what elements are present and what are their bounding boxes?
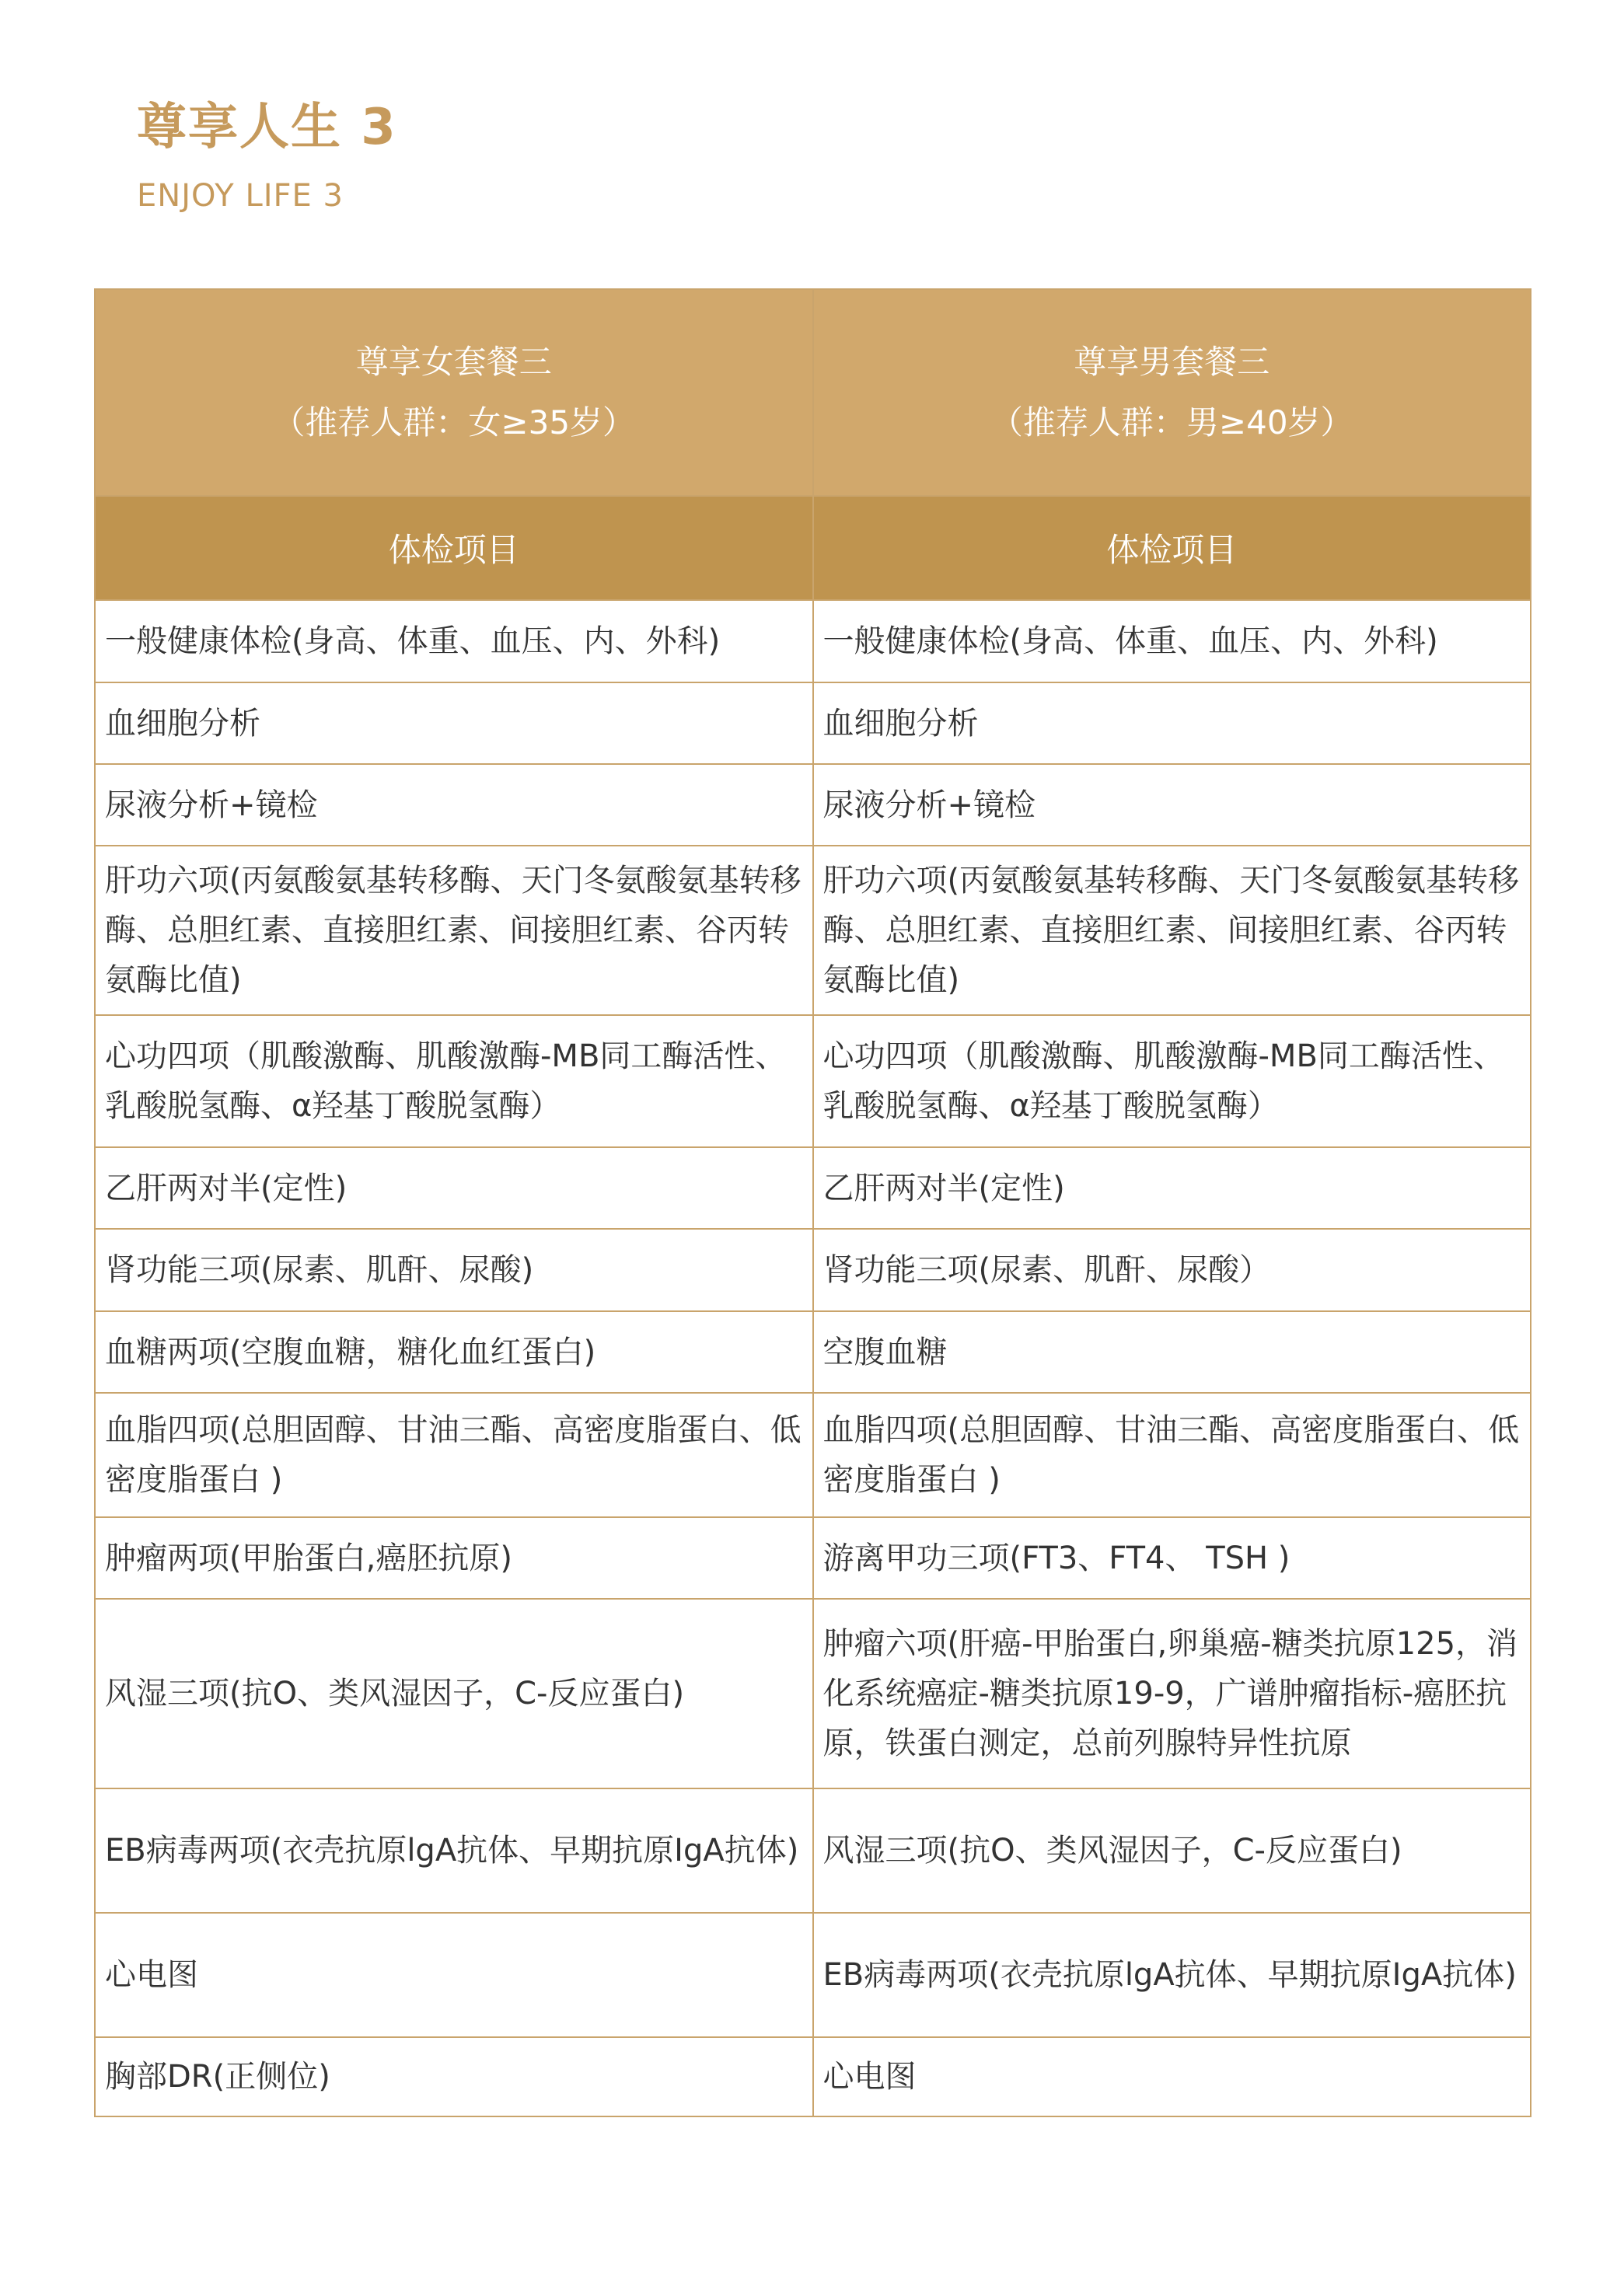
male-package-name: 尊享男套餐三 <box>1074 343 1270 381</box>
male-column-label: 体检项目 <box>813 496 1531 600</box>
table-row <box>95 1147 1531 1229</box>
male-item-cell: 血脂四项(总胆固醇、甘油三酯、高密度脂蛋白、低密度脂蛋白 ) <box>813 1393 1531 1517</box>
female-item-cell: 肿瘤两项(甲胎蛋白,癌胚抗原) <box>95 1517 813 1599</box>
table-row <box>95 846 1531 1015</box>
female-item-cell: 风湿三项(抗O、类风湿因子，C-反应蛋白) <box>95 1599 813 1788</box>
male-item-cell: 肾功能三项(尿素、肌酐、尿酸） <box>813 1229 1531 1311</box>
page-subtitle: ENJOY LIFE 3 <box>137 178 344 214</box>
male-item-cell: 肿瘤六项(肝癌-甲胎蛋白,卵巢癌-糖类抗原125，消化系统癌症-糖类抗原19-9，广谱肿瘤指标-癌胚抗原，铁蛋白测定，总前列腺特异性抗原 <box>813 1599 1531 1788</box>
male-item-cell: 心电图 <box>813 2037 1531 2116</box>
male-item-cell: 风湿三项(抗O、类风湿因子，C-反应蛋白) <box>813 1788 1531 1913</box>
package-table <box>94 288 1531 2117</box>
table-row <box>95 764 1531 846</box>
female-package-group: （推荐人群：女≥35岁） <box>272 403 636 441</box>
female-package-name: 尊享女套餐三 <box>355 343 552 381</box>
female-item-cell: EB病毒两项(衣壳抗原lgA抗体、早期抗原IgA抗体) <box>95 1788 813 1913</box>
female-item-cell: 血细胞分析 <box>95 682 813 764</box>
female-item-cell: 胸部DR(正侧位) <box>95 2037 813 2116</box>
male-item-cell: EB病毒两项(衣壳抗原lgA抗体、早期抗原IgA抗体) <box>813 1913 1531 2037</box>
package-header-row <box>95 289 1531 496</box>
table-row <box>95 1393 1531 1517</box>
female-item-cell: 血脂四项(总胆固醇、甘油三酯、高密度脂蛋白、低密度脂蛋白 ) <box>95 1393 813 1517</box>
male-item-cell: 心功四项（肌酸激酶、肌酸激酶-MB同工酶活性、乳酸脱氢酶、α羟基丁酸脱氢酶） <box>813 1015 1531 1147</box>
female-item-cell: 心电图 <box>95 1913 813 2037</box>
female-item-cell: 心功四项（肌酸激酶、肌酸激酶-MB同工酶活性、乳酸脱氢酶、α羟基丁酸脱氢酶） <box>95 1015 813 1147</box>
table-row <box>95 1229 1531 1311</box>
column-label-row <box>95 496 1531 600</box>
table-row <box>95 1788 1531 1913</box>
page-title: 尊享人生 3 <box>137 99 397 156</box>
table-row <box>95 682 1531 764</box>
table-row <box>95 1913 1531 2037</box>
male-item-cell: 空腹血糖 <box>813 1311 1531 1393</box>
female-item-cell: 血糖两项(空腹血糖，糖化血红蛋白) <box>95 1311 813 1393</box>
male-item-cell: 尿液分析+镜检 <box>813 764 1531 846</box>
male-package-group: （推荐人群：男≥40岁） <box>990 403 1353 441</box>
male-item-cell: 一般健康体检(身高、体重、血压、内、外科) <box>813 600 1531 682</box>
table-row <box>95 1015 1531 1147</box>
female-item-cell: 肾功能三项(尿素、肌酐、尿酸) <box>95 1229 813 1311</box>
male-item-cell: 肝功六项(丙氨酸氨基转移酶、天门冬氨酸氨基转移酶、总胆红素、直接胆红素、间接胆红素、谷丙转氨酶比值) <box>813 846 1531 1015</box>
table-row <box>95 600 1531 682</box>
female-item-cell: 乙肝两对半(定性) <box>95 1147 813 1229</box>
female-column-label: 体检项目 <box>95 496 813 600</box>
male-item-cell: 游离甲功三项(FT3、FT4、 TSH ) <box>813 1517 1531 1599</box>
male-item-cell: 乙肝两对半(定性) <box>813 1147 1531 1229</box>
table-row <box>95 1599 1531 1788</box>
female-item-cell: 肝功六项(丙氨酸氨基转移酶、天门冬氨酸氨基转移酶、总胆红素、直接胆红素、间接胆红素、谷丙转氨酶比值) <box>95 846 813 1015</box>
table-row <box>95 2037 1531 2116</box>
table-row <box>95 1311 1531 1393</box>
male-item-cell: 血细胞分析 <box>813 682 1531 764</box>
female-item-cell: 一般健康体检(身高、体重、血压、内、外科) <box>95 600 813 682</box>
male-package-header <box>813 289 1531 496</box>
female-item-cell: 尿液分析+镜检 <box>95 764 813 846</box>
female-package-header <box>95 289 813 496</box>
table-row <box>95 1517 1531 1599</box>
